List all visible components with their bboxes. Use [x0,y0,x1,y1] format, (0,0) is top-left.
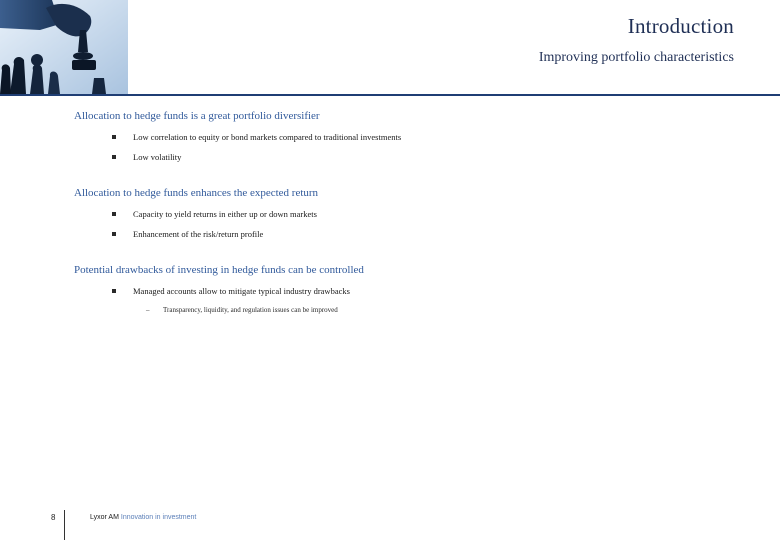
bullet-list [74,129,754,165]
square-bullet-icon [112,212,116,216]
bullet-text: Managed accounts allow to mitigate typical industry drawbacks [133,286,350,296]
bullet-item [74,283,754,299]
section-heading: Allocation to hedge funds is a great portfolio diversifier [74,110,320,122]
header-divider [0,94,780,96]
section-drawbacks [74,262,754,317]
page-title: Introduction [627,14,734,38]
chess-hand-photo [0,0,128,94]
bullet-list [74,283,754,299]
sub-bullet-text: Transparency, liquidity, and regulation issues can be improved [163,306,338,314]
square-bullet-icon [112,135,116,139]
bullet-item [74,206,754,222]
brand-name: Lyxor AM [90,514,119,521]
square-bullet-icon [112,232,116,236]
bullet-text: Capacity to yield returns in either up or down markets [133,209,317,219]
bullet-list [74,206,754,242]
section-diversifier [74,108,754,165]
square-bullet-icon [112,155,116,159]
page-subtitle: Improving portfolio characteristics [538,50,734,65]
bullet-item [74,149,754,165]
bullet-text: Low correlation to equity or bond markets compared to traditional investments [133,132,402,142]
bullet-item [74,226,754,242]
section-heading: Potential drawbacks of investing in hedge funds can be controlled [74,264,364,276]
bullet-item [74,129,754,145]
bullet-text: Enhancement of the risk/return profile [133,229,264,239]
bullet-text: Low volatility [133,152,182,162]
brand-tagline: Innovation in investment [120,514,197,521]
page-number: 8 [51,513,56,522]
slide-content [74,108,754,337]
section-heading: Allocation to hedge funds enhances the expected return [74,187,319,199]
square-bullet-icon [112,289,116,293]
dash-bullet-icon: – [146,306,150,314]
footer-brand [90,514,196,521]
sub-bullet-item [74,303,754,317]
footer-divider [64,510,65,540]
section-expected-return [74,185,754,242]
